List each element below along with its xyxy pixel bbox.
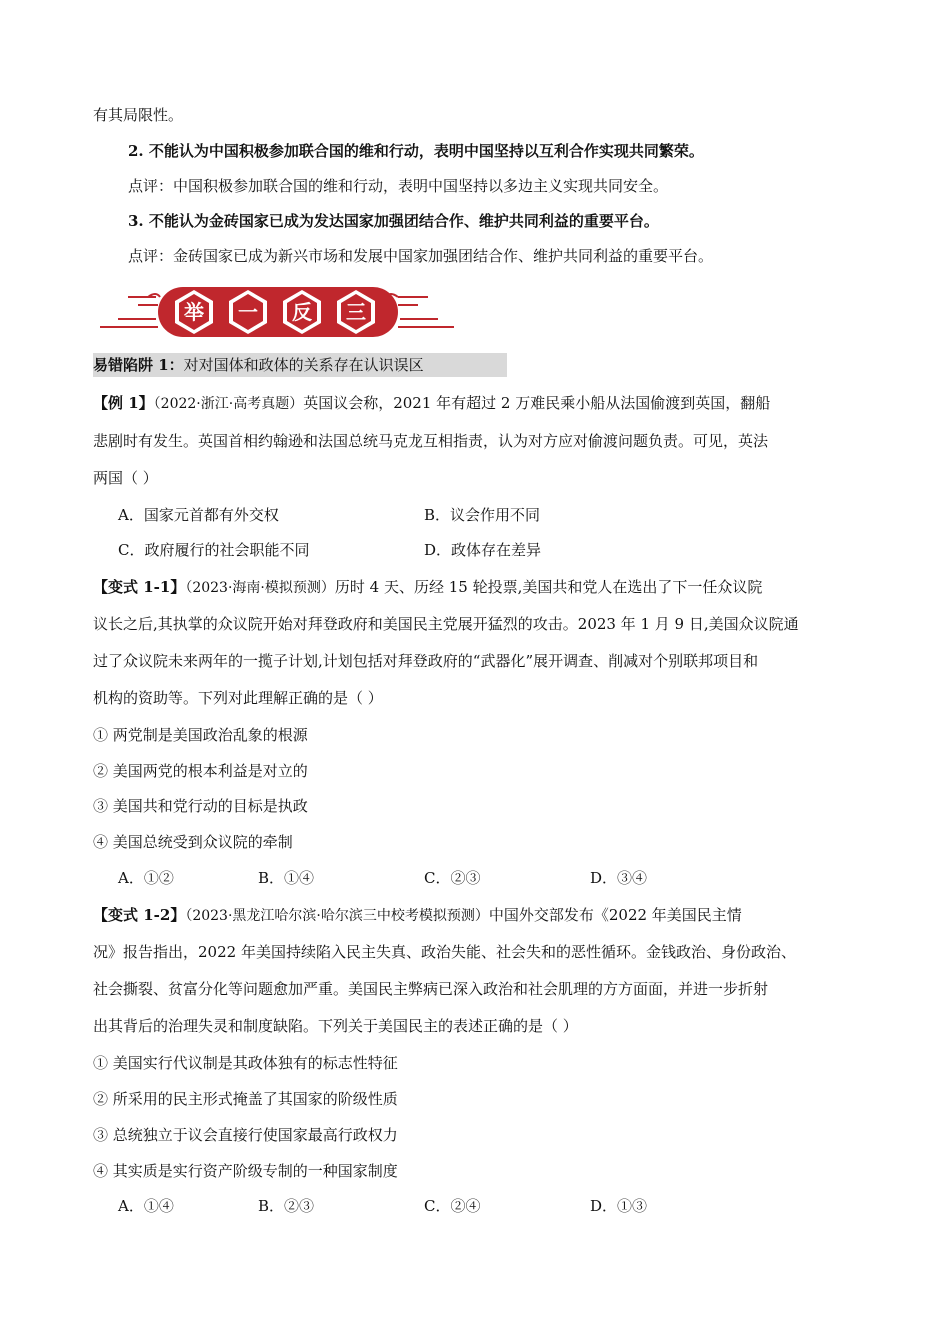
variant-1-1-option-d: D．③④ [590,869,648,887]
trap-label: 易错陷阱 1： [93,356,184,374]
variant-1-2-source: （2023·黑龙江哈尔滨·哈尔滨三中校考模拟预测） [185,908,489,924]
example-1-first-line [93,393,770,414]
banner-char-4: 三 [346,300,366,324]
variant-1-2-statement-2: ② 所采用的民主形式掩盖了其国家的阶级性质 [93,1090,398,1108]
variant-1-2-statement-3: ③ 总统独立于议会直接行使国家最高行政权力 [93,1126,398,1144]
example-1-line: 两国（ ） [93,469,158,487]
variant-1-1-statement-2: ② 美国两党的根本利益是对立的 [93,762,308,780]
example-1-tag: 【例 1】 [93,394,154,412]
banner-right-lines-icon [398,297,454,327]
variant-1-1-option-a: A．①② [118,869,174,887]
pitfall-point-3: 3. 不能认为金砖国家已成为发达国家加强团结合作、维护共同利益的重要平台。 [128,212,659,230]
variant-1-1-option-b: B．①④ [258,869,315,887]
banner-char-1: 举 [184,300,204,324]
variant-1-2-first-line [93,905,742,926]
variant-1-2-option-d: D．①③ [590,1197,648,1215]
intro-line: 有其局限性。 [93,106,184,124]
variant-1-2-statement-1: ① 美国实行代议制是其政体独有的标志性特征 [93,1054,398,1072]
variant-1-1-tag: 【变式 1-1】 [93,578,186,596]
variant-1-1-text: 历时 4 天、历经 15 轮投票,美国共和党人在选出了下一任众议院 [334,578,763,596]
example-1-text: 英国议会称，2021 年有超过 2 万难民乘小船从法国偷渡到英国，翻船 [303,394,771,412]
variant-1-1-option-c: C．②③ [424,869,481,887]
variant-1-1-source: （2023·海南·模拟预测） [185,580,335,596]
variant-1-2-line: 出其背后的治理失灵和制度缺陷。下列关于美国民主的表述正确的是（ ） [93,1017,578,1035]
banner-left-lines-icon [100,297,158,327]
variant-1-1-statement-4: ④ 美国总统受到众议院的牵制 [93,833,293,851]
variant-1-2-option-a: A．①④ [118,1197,174,1215]
variant-1-2-option-c: C．②④ [424,1197,481,1215]
comment-3: 点评：金砖国家已成为新兴市场和发展中国家加强团结合作、维护共同利益的重要平台。 [128,247,714,265]
example-1-option-d: D．政体存在差异 [424,541,542,559]
example-1-option-c: C．政府履行的社会职能不同 [118,541,310,559]
variant-1-1-line: 机构的资助等。下列对此理解正确的是（ ） [93,689,383,707]
banner-ju-yi-fan-san [98,283,458,341]
variant-1-2-line: 况》报告指出，2022 年美国持续陷入民主失真、政治失能、社会失和的恶性循环。金钱政治、身份政治、 [93,943,796,961]
trap-text: 对对国体和政体的关系存在认识误区 [183,356,424,374]
variant-1-2-tag: 【变式 1-2】 [93,906,186,924]
variant-1-2-text: 中国外交部发布《2022 年美国民主情 [488,906,742,924]
variant-1-1-first-line [93,577,762,598]
banner-char-2: 一 [238,300,258,324]
trap-heading [93,353,507,377]
example-1-option-a: A．国家元首都有外交权 [118,506,279,524]
variant-1-1-statement-1: ① 两党制是美国政治乱象的根源 [93,726,308,744]
variant-1-2-statement-4: ④ 其实质是实行资产阶级专制的一种国家制度 [93,1162,398,1180]
variant-1-1-line: 议长之后,其执掌的众议院开始对拜登政府和美国民主党展开猛烈的攻击。2023 年 1 月 9 日,美国众议院通 [93,615,799,633]
comment-2: 点评：中国积极参加联合国的维和行动，表明中国坚持以多边主义实现共同安全。 [128,177,669,195]
banner-char-3: 反 [292,300,312,324]
example-1-option-b: B．议会作用不同 [424,506,541,524]
variant-1-1-line: 过了众议院未来两年的一揽子计划,计划包括对拜登政府的“武器化”展开调查、削减对个别联邦项目和 [93,652,759,670]
pitfall-point-2: 2. 不能认为中国积极参加联合国的维和行动，表明中国坚持以互利合作实现共同繁荣。 [128,142,704,160]
example-1-source: （2022·浙江·高考真题） [153,396,304,412]
example-1-line: 悲剧时有发生。英国首相约翰逊和法国总统马克龙互相指责，认为对方应对偷渡问题负责。可见，英法 [93,432,769,450]
variant-1-2-option-b: B．②③ [258,1197,315,1215]
variant-1-2-line: 社会撕裂、贫富分化等问题愈加严重。美国民主弊病已深入政治和社会肌理的方方面面，并进一步折射 [93,980,769,998]
variant-1-1-statement-3: ③ 美国共和党行动的目标是执政 [93,797,308,815]
